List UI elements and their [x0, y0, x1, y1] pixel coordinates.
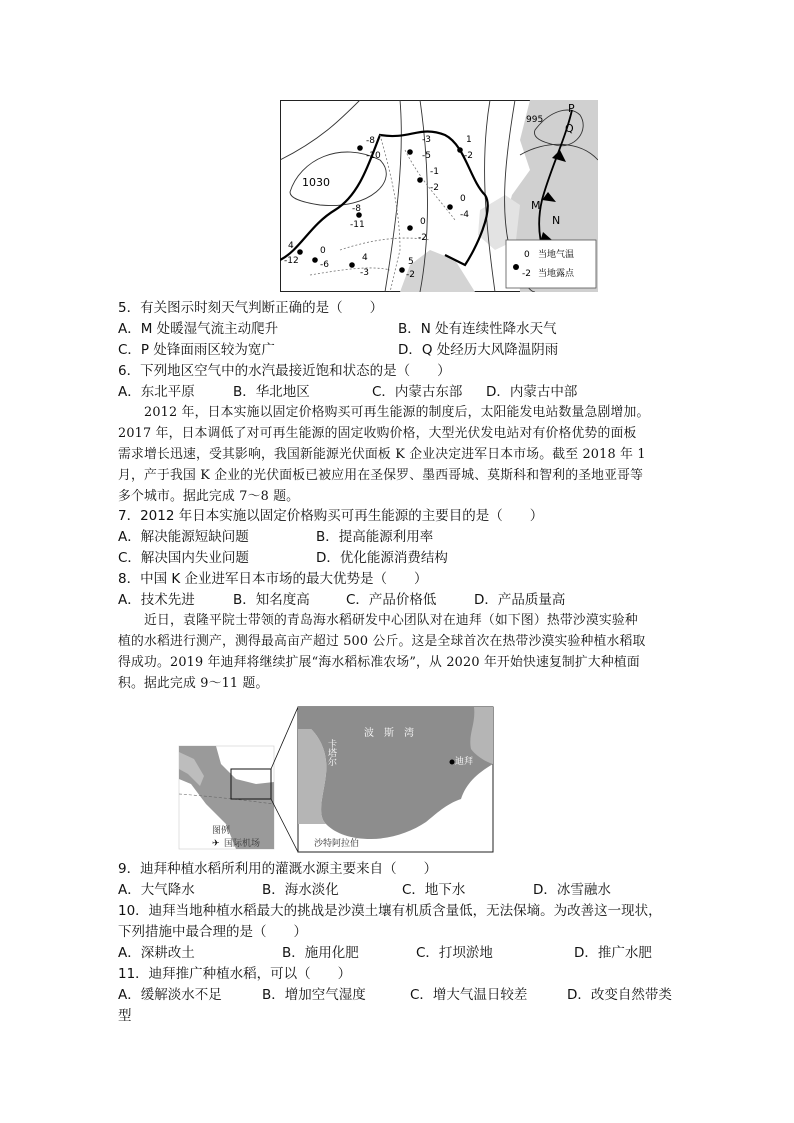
q10-option-d[interactable]: D．推广水肥: [574, 945, 652, 961]
q10-stem-line1: 10．迪拜当地种植水稻最大的挑战是沙漠土壤有机质含量低，无法保墒。为改善这一现状，: [118, 903, 662, 919]
q8-stem: 8．中国 K 企业进军日本市场的最大优势是（ ）: [118, 571, 428, 587]
q10-option-c[interactable]: C．打坝淤地: [416, 945, 493, 961]
svg-text:0: 0: [420, 217, 426, 227]
legend-title: 图例: [212, 826, 231, 836]
q7-option-b[interactable]: B．提高能源利用率: [316, 529, 434, 545]
svg-text:-4: -4: [460, 210, 469, 220]
legend-temp-num: 0: [524, 250, 530, 260]
label-dubai: 迪拜: [455, 757, 474, 767]
q5-stem: 5．有关图示时刻天气判断正确的是（ ）: [118, 300, 384, 316]
svg-text:4: 4: [362, 253, 368, 263]
q9-stem: 9．迪拜种植水稻所利用的灌溉水源主要来自（ ）: [118, 861, 438, 877]
svg-text:-10: -10: [366, 151, 381, 161]
q10-option-a[interactable]: A．深耕改土: [118, 945, 195, 961]
q9-option-b[interactable]: B．海水淡化: [262, 882, 339, 898]
q8-option-a[interactable]: A．技术先进: [118, 592, 195, 608]
q9-option-d[interactable]: D．冰雪融水: [533, 882, 611, 898]
q11-option-b[interactable]: B．增加空气湿度: [262, 987, 366, 1003]
svg-text:-2: -2: [464, 151, 473, 161]
svg-text:-5: -5: [422, 151, 431, 161]
svg-text:-3: -3: [422, 135, 431, 145]
svg-text:-2: -2: [406, 270, 415, 280]
q5-option-a[interactable]: A．M 处暖湿气流主动爬升: [118, 321, 279, 337]
label-P: P: [568, 102, 575, 115]
q6-option-b[interactable]: B．华北地区: [233, 384, 310, 400]
q8-option-c[interactable]: C．产品价格低: [346, 592, 437, 608]
q11-option-c[interactable]: C．增大气温日较差: [410, 987, 528, 1003]
svg-text:-6: -6: [320, 260, 329, 270]
svg-text:-12: -12: [284, 256, 299, 266]
q7-option-c[interactable]: C．解决国内失业问题: [118, 550, 249, 566]
legend-dew-num: -2: [522, 269, 531, 279]
svg-text:-1: -1: [430, 167, 439, 177]
q5-option-d[interactable]: D．Q 处经历大风降温阴雨: [398, 342, 559, 358]
q8-option-b[interactable]: B．知名度高: [233, 592, 310, 608]
q11-stem: 11．迪拜推广种植水稻，可以（ ）: [118, 966, 352, 982]
q7-option-d[interactable]: D．优化能源消费结构: [316, 550, 448, 566]
svg-text:0: 0: [320, 246, 326, 256]
overview-inset: [179, 707, 298, 852]
legend-temp-label: 当地气温: [538, 250, 575, 260]
q11-option-a[interactable]: A．缓解淡水不足: [118, 987, 222, 1003]
svg-text:5: 5: [408, 257, 414, 267]
q6-option-a[interactable]: A．东北平原: [118, 384, 195, 400]
q10-stem-line2: 下列措施中最合理的是（ ）: [118, 924, 307, 940]
q8-option-d[interactable]: D．产品质量高: [474, 592, 566, 608]
svg-text:-11: -11: [350, 220, 365, 230]
airplane-icon: ✈: [212, 839, 220, 849]
q6-option-d[interactable]: D．内蒙古中部: [486, 384, 578, 400]
svg-text:-8: -8: [352, 204, 361, 214]
svg-text:4: 4: [288, 241, 294, 251]
q5-option-c[interactable]: C．P 处锋面雨区较为宽广: [118, 342, 275, 358]
svg-text:0: 0: [460, 194, 466, 204]
q11-option-d[interactable]: D．改变自然带类: [567, 987, 672, 1003]
label-M: M: [531, 199, 541, 212]
isobar-1030-label: 1030: [302, 176, 330, 189]
q9-option-c[interactable]: C．地下水: [402, 882, 466, 898]
q9-option-a[interactable]: A．大气降水: [118, 882, 195, 898]
legend-airport-label: 国际机场: [224, 839, 261, 849]
svg-text:-8: -8: [366, 136, 375, 146]
label-qatar: 卡塔尔: [326, 739, 336, 766]
dubai-map: [176, 704, 496, 854]
q5-option-b[interactable]: B．N 处有连续性降水天气: [398, 321, 557, 337]
svg-text:1: 1: [466, 135, 472, 145]
q10-option-b[interactable]: B．施用化肥: [282, 945, 359, 961]
q7-option-a[interactable]: A．解决能源短缺问题: [118, 529, 249, 545]
legend-station-dot: [513, 264, 519, 270]
label-N: N: [552, 214, 561, 227]
svg-text:-2: -2: [430, 183, 439, 193]
label-saudi: 沙特阿拉伯: [314, 839, 360, 849]
isobar-995-label: 995: [526, 115, 544, 125]
svg-text:-3: -3: [360, 268, 369, 278]
passage-sea-rice: 近日，袁隆平院士带领的青岛海水稻研发中心团队对在迪拜（如下图）热带沙漠实验种 植的水稻进行测产，测得最高亩产超过 500 公斤。这是全球首次在热带沙漠实验种植水稻取 得成功。2019 年迪拜将继续扩展“海水稻标准农场”，从 2020 年开始快速复制扩大种植面 积。据此完成 9～11 题。: [118, 613, 646, 691]
passage-solar-energy: 2012 年，日本实施以固定价格购买可再生能源的制度后，太阳能发电站数量急剧增加。 2017 年，日本调低了对可再生能源的固定收购价格，大型光伏发电站对有价格优势的面板 需求增长迅速，受其影响，我国新能源光伏面板 K 企业决定进军日本市场。截至 2018 年 1 月，产于我国 K 企业的光伏面板已被应用在圣保罗、墨西哥城、莫斯科和智利的圣地亚哥等 多个城市。据此完成 7～8 题。: [118, 405, 650, 504]
map1-legend: [506, 240, 596, 288]
q6-stem: 6．下列地区空气中的水汽最接近饱和状态的是（ ）: [118, 363, 451, 379]
label-persian-gulf: 波 斯 湾: [364, 728, 414, 739]
q6-option-c[interactable]: C．内蒙古东部: [372, 384, 463, 400]
weather-map: [280, 100, 598, 292]
q7-stem: 7．2012 年日本实施以固定价格购买可再生能源的主要目的是（ ）: [118, 508, 544, 524]
label-Q: Q: [565, 122, 574, 135]
svg-text:-2: -2: [418, 233, 427, 243]
q11-option-d-continued: 型: [118, 1008, 132, 1024]
legend-dew-label: 当地露点: [538, 269, 575, 279]
airport-marker: [450, 760, 455, 765]
